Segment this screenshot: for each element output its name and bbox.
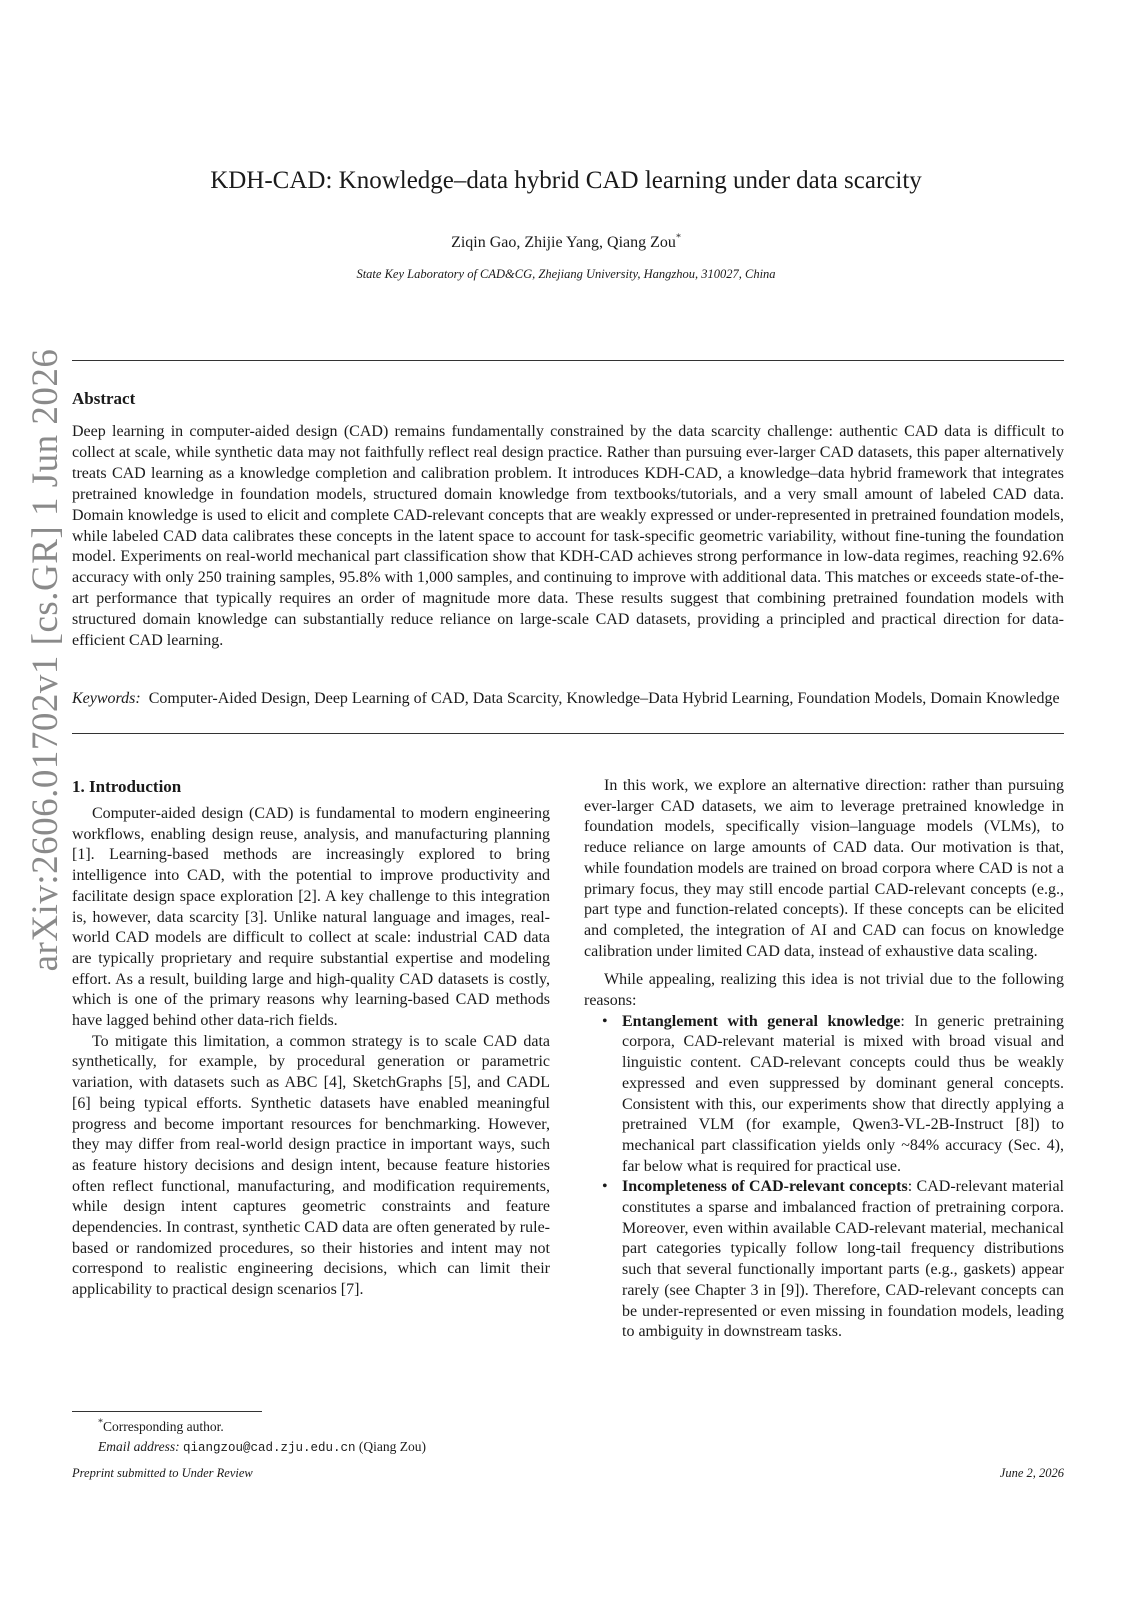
footer-preprint-note: Preprint submitted to Under Review [72, 1466, 253, 1480]
footer-date: June 2, 2026 [999, 1466, 1064, 1480]
footnote-divider [72, 1411, 262, 1412]
right-column [584, 776, 1064, 1343]
author-list [0, 233, 1132, 253]
list-item [584, 1012, 1064, 1178]
footnote-corresponding: *Corresponding author. [98, 1417, 224, 1434]
intro-paragraph-1: Computer-aided design (CAD) is fundamental to modern engineering workflows, enabling design reuse, analysis, and manufacturing planning [1]. Learning-based methods are increasingly explored to bring intelligence into CAD, with the potential to improve productivity and facilitate design space exploration [2]. A key challenge to this integration is, however, data scarcity [3]. Unlike natural language and images, real-world CAD models are difficult to collect at scale: industrial CAD data are typically proprietary and require substantial expertise and modeling effort. As a result, building large and high-quality CAD datasets is costly, which is one of the primary reasons why learning-based CAD methods have lagged behind other data-rich fields. [72, 805, 550, 1030]
bullet-icon: • [602, 1178, 608, 1196]
abstract-bottom-divider [72, 733, 1064, 734]
email-label: Email address: [98, 1439, 180, 1454]
bullet-icon: • [602, 1012, 608, 1030]
top-divider [72, 360, 1064, 361]
paper-title: KDH-CAD: Knowledge–data hybrid CAD learning under data scarcity [210, 167, 922, 194]
abstract-heading: Abstract [72, 389, 136, 408]
list-item-title: Entanglement with general knowledge [622, 1012, 901, 1030]
footnote-mark: * [98, 1417, 103, 1429]
arxiv-identifier: arXiv:2606.01702v1 [cs.GR] 1 Jun 2026 [25, 348, 66, 972]
left-column [72, 776, 550, 1301]
email-address[interactable]: qiangzou@cad.zju.edu.cn [183, 1441, 356, 1455]
list-item-text: : In generic pretraining corpora, CAD-relevant material is mixed with broad visual and linguistic content. CAD-relevant concepts could thus be weakly expressed and even suppressed by dominant general concepts. Consistent with this, our experiments show that directly applying a pretrained VLM (for example, Qwen3-VL-2B-Instruct [8]) to mechanical part classification yields only ~84% accuracy (Sec. 4), far below what is required for practical use. [622, 1012, 1064, 1175]
keywords-text: Computer-Aided Design, Deep Learning of CAD, Data Scarcity, Knowledge–Data Hybrid Learning, Foundation Models, Domain Knowledge [148, 690, 1060, 707]
author-names: Ziqin Gao, Zhijie Yang, Qiang Zou [451, 234, 676, 251]
keywords [72, 688, 1064, 709]
intro-paragraph-3: In this work, we explore an alternative direction: rather than pursuing ever-larger CAD datasets, we aim to leverage pretrained knowledge in foundation models, specifically vision–language models (VLMs), to reduce reliance on large amounts of CAD data. Our motivation is that, while foundation models are trained on broad corpora where CAD is not a primary focus, they may still encode partial CAD-relevant concepts (e.g., part type and function-related concepts). If these concepts can be elicited and completed, the integration of AI and CAD can focus on knowledge calibration under limited CAD data, instead of exhaustive data scaling. [584, 777, 1064, 960]
intro-paragraph-2: To mitigate this limitation, a common strategy is to scale CAD data synthetically, for example, by procedural generation or parametric variation, with datasets such as ABC [4], SketchGraphs [5], and CADL [6] being typical efforts. Synthetic datasets have enabled meaningful progress and become important resources for benchmarking. However, they may differ from real-world design practice in important ways, such as feature history decisions and design intent, because feature histories often reflect functional, manufacturing, and modification requirements, while design intent captures geometric constraints and feature dependencies. In contrast, synthetic CAD data are often generated by rule-based or randomized procedures, so their histories and intent may not correspond to realistic engineering decisions, which can limit their applicability to practical design scenarios [7]. [72, 1032, 550, 1299]
list-item-text: : CAD-relevant material constitutes a sparse and imbalanced fraction of pretraining corpora. Moreover, even within available CAD-relevant material, mechanical part categories typically follow long-tail frequency distributions such that several functionally important parts (e.g., gaskets) appear rarely (see Chapter 3 in [9]). Therefore, CAD-relevant concepts can be under-represented or even missing in foundation models, leading to ambiguity in downstream tasks. [622, 1178, 1064, 1341]
footnote [72, 1417, 550, 1458]
intro-paragraph-4: While appealing, realizing this idea is not trivial due to the following reasons: [584, 971, 1064, 1010]
list-item-title: Incompleteness of CAD-relevant concepts [622, 1178, 908, 1196]
section-heading-introduction: 1. Introduction [72, 777, 182, 796]
list-item [584, 1177, 1064, 1343]
abstract-body: Deep learning in computer-aided design (CAD) remains fundamentally constrained by the data scarcity challenge: authentic CAD data is difficult to collect at scale, while synthetic data may not faithfully reflect real design practice. Rather than pursuing ever-larger CAD datasets, this paper alternatively treats CAD learning as a knowledge completion and calibration problem. It introduces KDH-CAD, a knowledge–data hybrid framework that integrates pretrained knowledge in foundation models, structured domain knowledge from textbooks/tutorials, and a very small amount of labeled CAD data. Domain knowledge is used to elicit and complete CAD-relevant concepts that are weakly expressed or under-represented in pretrained foundation models, while labeled CAD data calibrates these concepts in the latent space to account for task-specific geometric variability, without fine-tuning the foundation model. Experiments on real-world mechanical part classification show that KDH-CAD achieves strong performance in low-data regimes, reaching 92.6% accuracy with only 250 training samples, 95.8% with 1,000 samples, and continuing to improve with additional data. This matches or exceeds state-of-the-art performance that typically requires an order of magnitude more data. These results suggest that combining pretrained foundation models with structured domain knowledge can substantially reduce reliance on large-scale CAD datasets, providing a principled and practical direction for data-efficient CAD learning. [72, 423, 1064, 650]
affiliation: State Key Laboratory of CAD&CG, Zhejiang University, Hangzhou, 310027, China [356, 267, 776, 281]
challenge-list [584, 1012, 1064, 1343]
footnote-email [72, 1437, 550, 1458]
keywords-label: Keywords: [72, 690, 141, 707]
email-name: (Qiang Zou) [358, 1439, 427, 1454]
corresponding-author-mark: * [675, 232, 681, 244]
